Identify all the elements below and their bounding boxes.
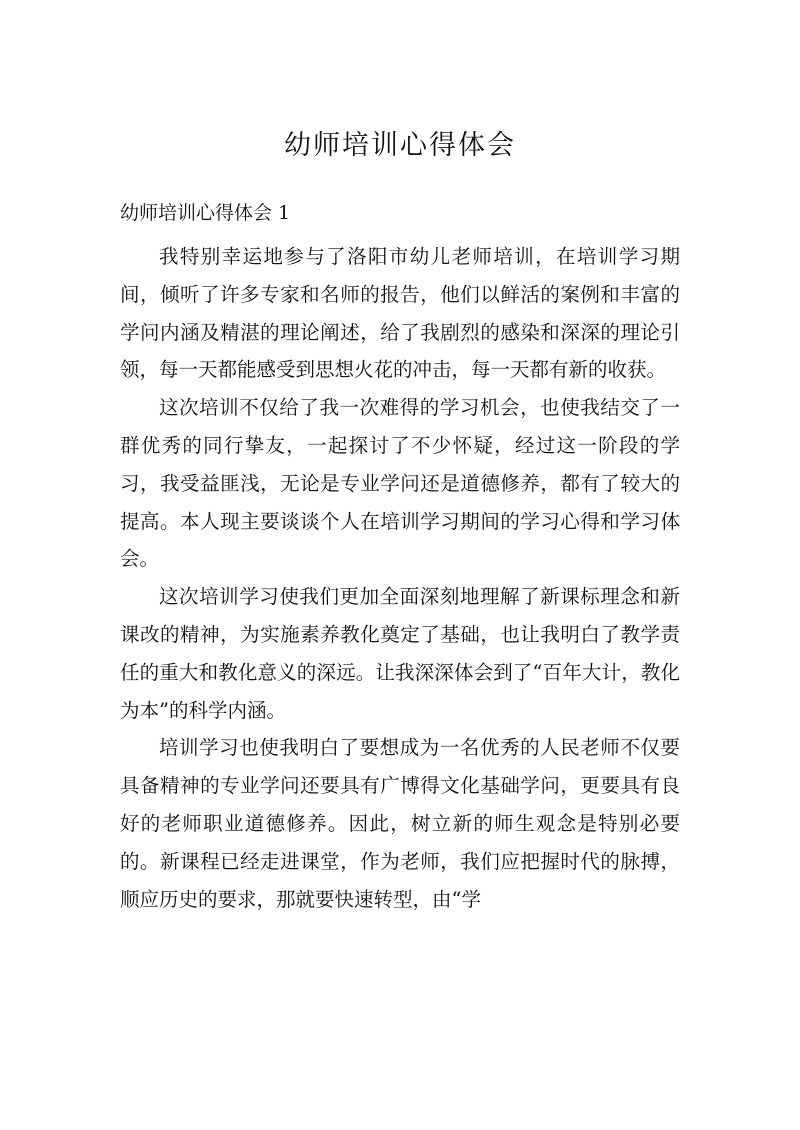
section-heading: 幼师培训心得体会 1 (120, 202, 291, 224)
document-body (120, 238, 680, 918)
document-title: 幼师培训心得体会 (284, 130, 516, 161)
paragraph-4: 培训学习也使我明白了要想成为一名优秀的人民老师不仅要具备精神的专业学问还要具有广博得文化基础学问，更要具有良好的老师职业道德修养。因此，树立新的师生观念是特别必要的。新课程已经走进课堂，作为老师，我们应把握时代的脉搏，顺应历史的要求，那就要快速转型，由“学 (120, 736, 680, 911)
paragraph-2: 这次培训不仅给了我一次难得的学习机会，也使我结交了一群优秀的同行挚友，一起探讨了不少怀疑，经过这一阶段的学习，我受益匪浅，无论是专业学问还是道德修养，都有了较大的提高。本人现主要谈谈个人在培训学习期间的学习心得和学习体会。 (120, 396, 680, 571)
paragraph-1: 我特别幸运地参与了洛阳市幼儿老师培训，在培训学习期间，倾听了许多专家和名师的报告，他们以鲜活的案例和丰富的学问内涵及精湛的理论阐述，给了我剧烈的感染和深深的理论引领，每一天都能感受到思想火花的冲击，每一天都有新的收获。 (120, 245, 680, 382)
paragraph-3: 这次培训学习使我们更加全面深刻地理解了新课标理念和新课改的精神，为实施素养教化奠定了基础，也让我明白了教学责任的重大和教化意义的深远。让我深深体会到了“百年大计，教化为本”的科学内涵。 (120, 585, 680, 722)
